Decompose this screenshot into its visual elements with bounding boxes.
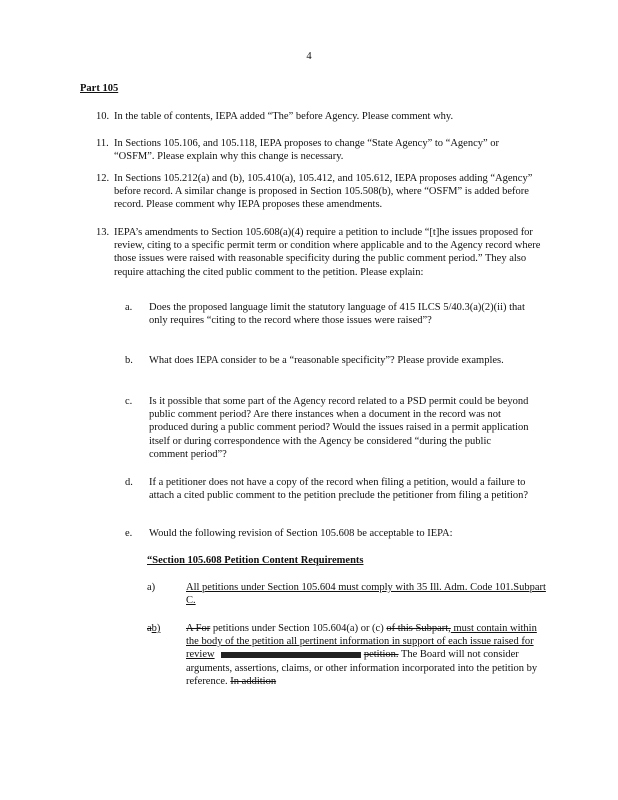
sub-question xyxy=(125,527,530,540)
redaction-mark xyxy=(221,652,361,658)
rule-label-deleted: a xyxy=(147,623,152,634)
sub-question-text: Does the proposed language limit the statutory language of 415 ILCS 5/40.3(a)(2)(ii) that only requires “citing to the record where those issues were raised”? xyxy=(149,302,525,327)
sub-question xyxy=(125,395,530,461)
question-text: In the table of contents, IEPA added “The” before Agency. Please comment why. xyxy=(114,111,454,122)
question-number: 10. xyxy=(96,111,110,122)
question-text: In Sections 105.106, and 105.118, IEPA proposes to change “State Agency” to “Agency” or “OSFM”. Please explain why this change is necessary. xyxy=(114,138,500,163)
deleted-text: petition. xyxy=(363,649,399,661)
question-number: 11. xyxy=(96,138,109,149)
deleted-text: A For xyxy=(186,623,211,634)
question-item xyxy=(96,110,541,123)
rule-body xyxy=(186,622,547,688)
sub-question-label: c. xyxy=(125,396,133,407)
sub-question-label: e. xyxy=(125,528,133,539)
sub-question-text: If a petitioner does not have a copy of the record when filing a petition, would a failure to attach a cited public comment to the petition preclude the petitioner from filing a petition? xyxy=(149,477,529,502)
sub-question xyxy=(125,476,530,502)
rule-text-inserted: All petitions under Section 105.604 must comply with 35 Ill. Adm. Code 101.Subpart C. xyxy=(186,582,546,607)
sub-question-text: What does IEPA consider to be a “reasonable specificity”? Please provide examples. xyxy=(149,355,504,366)
sub-question xyxy=(125,301,530,327)
page-number: 4 xyxy=(306,51,312,62)
rule-subsection xyxy=(147,581,547,607)
inserted-text: all pertinent information in support of each issue raised for review xyxy=(186,636,534,661)
question-text: In Sections 105.212(a) and (b), 105.410(a), 105.412, and 105.612, IEPA proposes adding “Agency” before record. A similar change is proposed in Section 105.508(b), where “OSFM” is added before record. Please comment why IEPA proposes these amendments. xyxy=(114,173,533,211)
sub-question-label: b. xyxy=(125,355,133,366)
deleted-text: In addition xyxy=(230,675,277,687)
question-item xyxy=(96,172,541,212)
inserted-text: must contain within the body of the petition xyxy=(186,623,537,648)
question-text: IEPA’s amendments to Section 105.608(a)(4) require a petition to include “[t]he issues proposed for review, citing to a specific permit term or condition where applicable and to the Agency record where those issues were raised with reasonable specificity during the public comment period.” They also require attaching the cited public comment to the petition. Please explain: xyxy=(114,227,541,278)
question-item xyxy=(96,226,541,279)
rule-label xyxy=(147,622,160,635)
sub-question-label: a. xyxy=(125,302,133,313)
question-number: 13. xyxy=(96,227,110,238)
deleted-text: of this Subpart, xyxy=(386,623,451,634)
section-title: “Section 105.608 Petition Content Requirements xyxy=(147,555,364,566)
sub-question-text: Is it possible that some part of the Agency record related to a PSD permit could be beyond public comment period? Are there instances when a document in the record was not produced during a public comment period? Would the issues raised in a permit application itself or during correspondence with the Agency be considered “during the public comment period”? xyxy=(149,396,529,460)
question-item xyxy=(96,137,541,163)
sub-question-text: Would the following revision of Section 105.608 be acceptable to IEPA: xyxy=(149,528,453,539)
part-heading: Part 105 xyxy=(80,83,119,94)
sub-question xyxy=(125,354,530,367)
rule-text: petitions under Section 105.604(a) or (c) xyxy=(210,623,387,634)
sub-question-label: d. xyxy=(125,477,133,488)
rule-label-inserted: b) xyxy=(151,623,161,634)
rule-subsection xyxy=(147,622,547,688)
question-number: 12. xyxy=(96,173,110,184)
rule-label: a) xyxy=(147,582,156,593)
rule-text: The Board will not consider arguments, assertions, claims, or other information incorporated into the petition by reference. xyxy=(186,649,538,687)
